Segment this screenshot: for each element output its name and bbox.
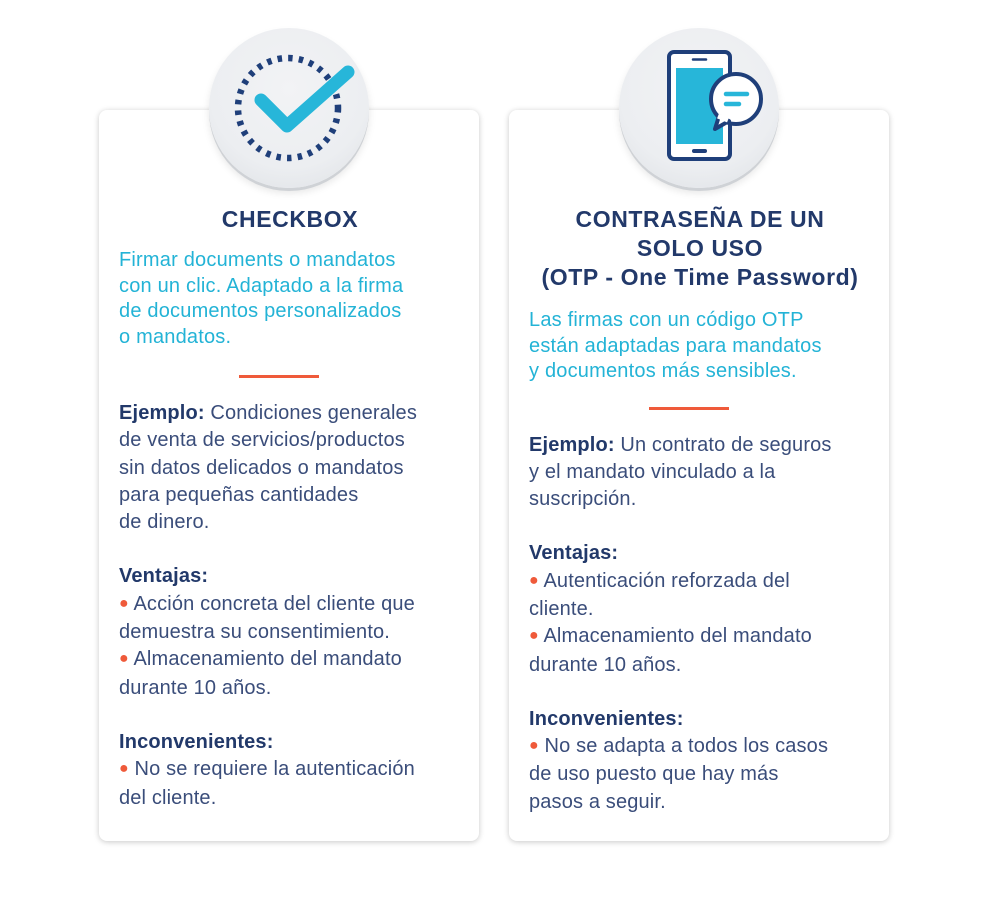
advantage-text: durante 10 años. [119,676,272,699]
example-text: Condiciones generales [204,402,417,424]
example-label: Ejemplo: [529,433,615,456]
drawbacks-label: Inconvenientes: [529,707,684,730]
checkbox-card [99,110,479,841]
drawbacks-label: Inconvenientes: [119,730,274,753]
otp-description-line: están adaptadas para mandatos [529,334,822,357]
example-text: de venta de servicios/productos [119,429,405,452]
drawback-text: de uso puesto que hay más [529,763,779,786]
advantage-text: cliente. [529,597,594,620]
otp-title-line: SOLO USO [636,235,764,261]
otp-description-line: Las firmas con un código OTP [529,309,804,331]
drawback-text: No se requiere la autenticación [134,758,415,781]
advantages-label: Ventajas: [529,542,619,565]
bullet-icon: ● [529,571,539,589]
example-label: Ejemplo: [119,402,205,424]
example-text: Un contrato de seguros [614,433,832,456]
checkbox-description-line: Firmar documents o mandatos [119,249,396,271]
bullet-icon: ● [119,650,129,668]
checkmark-badge [209,28,369,188]
example-text: suscripción. [529,488,637,511]
advantage-text: Almacenamiento del mandato [133,648,402,671]
checkbox-drawbacks [119,729,461,812]
otp-description [529,308,871,385]
advantage-text: demuestra su consentimiento. [119,621,391,644]
bullet-icon: ● [119,594,129,612]
drawback-text: del cliente. [119,786,217,809]
otp-drawbacks [529,706,871,816]
checkbox-description [119,248,461,350]
example-text: para pequeñas cantidades [119,483,359,506]
otp-advantages [529,540,871,678]
otp-title-line: CONTRASEÑA DE UN [575,206,825,232]
bullet-icon: ● [529,627,539,645]
checkbox-description-line: de documentos personalizados [119,300,402,322]
advantage-text: Almacenamiento del mandato [543,625,812,648]
bullet-icon: ● [529,737,539,755]
otp-title-line: (OTP - One Time Password) [541,264,859,290]
advantage-text: durante 10 años. [529,653,682,676]
otp-title [529,205,871,292]
section-divider [239,375,319,378]
otp-card-content [529,205,871,816]
example-text: y el mandato vinculado a la [529,460,776,483]
drawback-text: No se adapta a todos los casos [544,735,829,758]
otp-description-line: y documentos más sensibles. [529,360,797,382]
checkbox-advantages [119,563,461,701]
checkmark-dotted-circle-icon [209,28,369,188]
advantages-label: Ventajas: [119,565,209,588]
smartphone-chat-icon [619,28,779,188]
smartphone-badge [619,28,779,188]
checkbox-title: CHECKBOX [221,206,359,232]
otp-example [529,432,871,514]
checkbox-description-line: con un clic. Adaptado a la firma [119,274,404,297]
bullet-icon: ● [119,760,129,778]
otp-card [509,110,889,841]
example-text: de dinero. [119,511,210,534]
checkbox-description-line: o mandatos. [119,325,232,348]
checkbox-example [119,400,461,536]
section-divider [649,407,729,410]
advantage-text: Acción concreta del cliente que [133,592,415,615]
drawback-text: pasos a seguir. [529,790,666,813]
advantage-text: Autenticación reforzada del [543,569,790,592]
checkbox-card-content [119,205,461,812]
example-text: sin datos delicados o mandatos [119,456,404,479]
